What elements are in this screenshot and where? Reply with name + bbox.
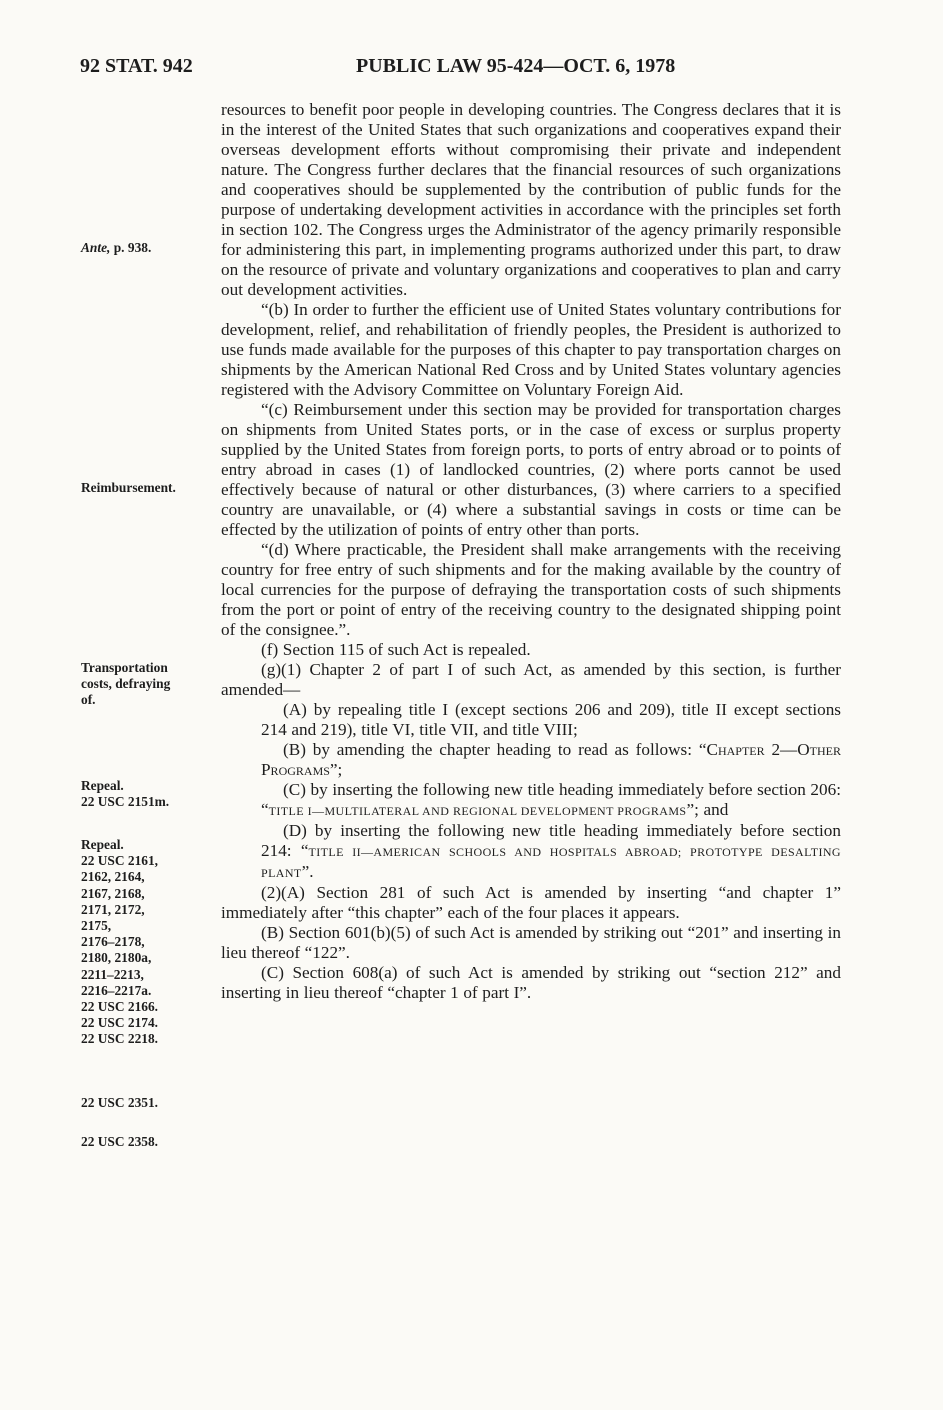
paragraph-2a: (2)(A) Section 281 of such Act is amended by inserting “and chapter 1” immediately after “this chapter” each of the four places it appears.: [221, 883, 841, 922]
margin-note-2351: 22 USC 2351.: [81, 1095, 159, 1110]
margin-line: costs, defraying: [81, 676, 171, 692]
paragraph-2c: (C) Section 608(a) of such Act is amended by striking out “section 212” and inserting in lieu thereof “chapter 1 of part I”.: [221, 963, 841, 1002]
paragraph-2b: (B) Section 601(b)(5) of such Act is amended by striking out “201” and inserting in lieu thereof “122”.: [221, 923, 841, 962]
margin-note-repeal-2: [81, 837, 158, 1048]
item-b-text: (B) by amending the chapter heading to read as follows: “: [283, 740, 707, 759]
item-c-end: ”; and: [686, 800, 729, 819]
item-c: [221, 780, 841, 821]
margin-line: 2211–2213,: [81, 966, 144, 982]
margin-line: 2175,: [81, 918, 112, 934]
ante-label: Ante,: [81, 240, 111, 255]
paragraph-b: “(b) In order to further the efficient use of United States voluntary contributions for development, relief, and rehabilitation of friendly peoples, the President is authorized to use funds made available for the purposes of this chapter to pay transportation charges on shipments by the American National Red Cross and by United States voluntary agencies registered with the Advisory Committee on Voluntary Foreign Aid.: [221, 300, 841, 399]
paragraph-d: “(d) Where practicable, the President shall make arrangements with the receiving country for free entry of such shipments and for the making available by the country of local currencies for the purpose of defraying the transportation costs of such shipments from the port or point of entry of the receiving country to the designated shipping point of the consignee.”.: [221, 540, 841, 639]
paragraph: resources to benefit poor people in developing countries. The Congress declares that it is in the interest of the United States that such organizations and cooperatives expand their overseas development efforts without compromising their private and independent nature. The Congress further declares that the financial resources of such organizations and cooperatives should be supplemented by the contribution of public funds for the purpose of undertaking development activities in accordance with the principles set forth in section 102. The Congress urges the Administrator of the agency primarily responsible for administering this part, in implementing programs authorized under this part, to draw on the resource of private and voluntary organizations and cooperatives to plan and carry out development activities.: [221, 100, 841, 299]
margin-line: 2176–2178,: [81, 934, 145, 950]
margin-line: 22 USC 2166.: [81, 999, 159, 1015]
margin-line: 2167, 2168,: [81, 885, 145, 901]
margin-line: Repeal.: [81, 837, 124, 852]
margin-note-reimbursement: Reimbursement.: [81, 480, 176, 495]
item-d-end: ”.: [301, 862, 314, 881]
margin-note-2358: 22 USC 2358.: [81, 1134, 159, 1149]
item-c-text: (C) by inserting the following new title heading immediately before section 206: “: [261, 780, 841, 819]
chapter-heading: Chapter 2—Other Programs: [261, 740, 841, 779]
margin-line: 22 USC 2174.: [81, 1015, 159, 1031]
margin-line: of.: [81, 692, 96, 708]
margin-line: 2216–2217a.: [81, 982, 152, 998]
margin-line: 2171, 2172,: [81, 901, 145, 917]
item-d-text: (D) by inserting the following new title heading immediately before section 214: “: [261, 821, 841, 860]
title-i-heading: TITLE I—MULTILATERAL AND REGIONAL DEVELOPMENT PROGRAMS: [268, 804, 687, 818]
title-ii-heading: TITLE II—AMERICAN SCHOOLS AND HOSPITALS ABROAD; PROTOTYPE DESALTING PLANT: [261, 845, 841, 880]
margin-note-transportation: [81, 660, 170, 709]
paragraph-g: (g)(1) Chapter 2 of part I of such Act, as amended by this section, is further amended—: [221, 660, 841, 699]
item-b-end: ”;: [329, 760, 343, 779]
margin-line: Transportation: [81, 660, 168, 675]
page-title: PUBLIC LAW 95-424—OCT. 6, 1978: [356, 55, 676, 77]
ante-page: p. 938.: [110, 240, 152, 255]
page-header: [0, 55, 943, 85]
item-b: [221, 740, 841, 780]
item-a: (A) by repealing title I (except sections 206 and 209), title II except sections 214 and 219), title VI, title VII, and title VIII;: [261, 700, 841, 739]
paragraph-c: “(c) Reimbursement under this section may be provided for transportation charges on shipments from United States ports, or in the case of excess or surplus property supplied by the United States from foreign ports, to ports of entry abroad or to points of entry abroad in cases (1) of landlocked countries, (2) where ports cannot be used effectively because of natural or other disturbances, (3) where carriers to a specified country are unavailable, or (4) where a substantial savings in costs or time can be effected by the utilization of points of entry other than ports.: [221, 400, 841, 539]
item-d: [221, 821, 841, 883]
margin-line: Repeal.: [81, 778, 124, 793]
margin-line: 22 USC 2218.: [81, 1031, 159, 1047]
margin-line: 22 USC 2161,: [81, 853, 159, 869]
margin-note-repeal-1: [81, 778, 169, 810]
paragraph-f: (f) Section 115 of such Act is repealed.: [261, 640, 531, 659]
law-text: [221, 100, 841, 1003]
statute-page-number: 92 STAT. 942: [80, 55, 193, 77]
margin-line: 22 USC 2151m.: [81, 794, 170, 810]
margin-line: 2162, 2164,: [81, 869, 145, 885]
margin-line: 2180, 2180a,: [81, 950, 152, 966]
margin-note-ante: [81, 240, 151, 256]
